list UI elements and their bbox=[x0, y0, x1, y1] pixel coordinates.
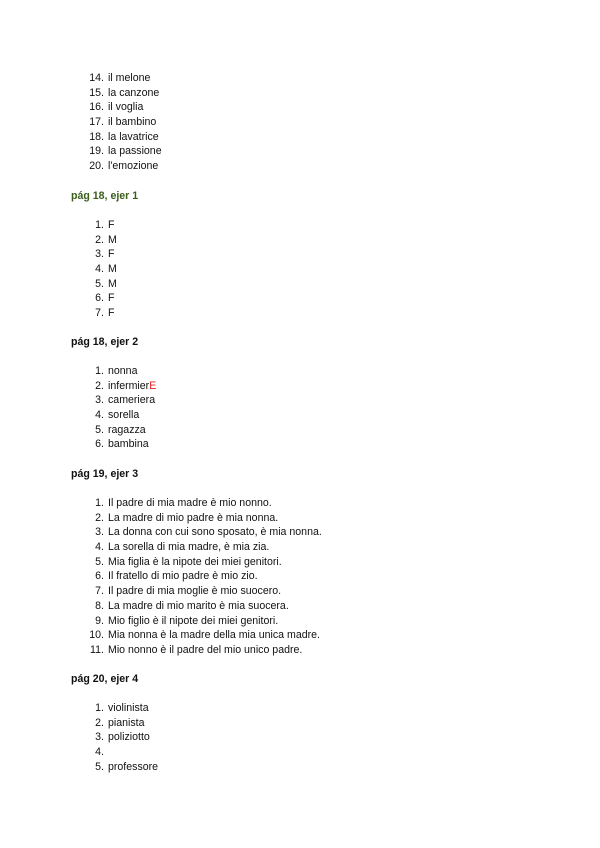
section-heading: pág 18, ejer 1 bbox=[71, 190, 139, 202]
list-item bbox=[0, 379, 600, 394]
item-number: 16. bbox=[89, 101, 104, 114]
item-text: La donna con cui sono sposato, è mia nonna. bbox=[108, 526, 322, 539]
list-item bbox=[0, 262, 600, 277]
item-number: 4. bbox=[95, 263, 104, 276]
item-text: nonna bbox=[108, 365, 138, 377]
list-item bbox=[0, 306, 600, 321]
item-number: 3. bbox=[95, 526, 104, 539]
item-text: professore bbox=[108, 760, 159, 773]
section-heading: pág 20, ejer 4 bbox=[71, 673, 139, 685]
list-item bbox=[0, 233, 600, 248]
item-text: infermier bbox=[108, 379, 150, 392]
item-number: 3. bbox=[95, 731, 104, 744]
answer-list bbox=[0, 364, 600, 452]
item-number: 8. bbox=[95, 599, 104, 612]
item-number: 4. bbox=[95, 541, 104, 554]
item-text: cameriera bbox=[108, 394, 156, 407]
correction-mark: E bbox=[149, 379, 157, 392]
item-number: 7. bbox=[95, 307, 104, 320]
item-number: 1. bbox=[95, 702, 104, 714]
item-number: 5. bbox=[95, 555, 104, 568]
list-item bbox=[0, 277, 600, 292]
list-item bbox=[0, 144, 600, 159]
item-number: 4. bbox=[95, 746, 104, 759]
list-item bbox=[0, 86, 600, 101]
list-item bbox=[0, 393, 600, 408]
item-text: Il fratello di mio padre è mio zio. bbox=[108, 570, 258, 583]
item-text: Mio nonno è il padre del mio unico padre. bbox=[108, 643, 303, 656]
list-item bbox=[0, 628, 600, 643]
item-text: M bbox=[108, 263, 117, 276]
item-number: 6. bbox=[95, 292, 104, 305]
list-item bbox=[0, 643, 600, 658]
item-text: Mia figlia è la nipote dei miei genitori. bbox=[108, 555, 282, 568]
list-item bbox=[0, 584, 600, 599]
item-number: 17. bbox=[89, 116, 104, 129]
item-text: La madre di mio padre è mia nonna. bbox=[108, 511, 279, 524]
item-text: poliziotto bbox=[108, 731, 150, 744]
list-item bbox=[0, 364, 600, 379]
list-continuation bbox=[0, 71, 600, 174]
item-number: 10. bbox=[89, 629, 104, 642]
list-item bbox=[0, 760, 600, 775]
item-number: 19. bbox=[89, 145, 104, 158]
item-text: l'emozione bbox=[108, 160, 159, 173]
item-number: 2. bbox=[95, 716, 104, 729]
item-number: 9. bbox=[95, 614, 104, 627]
item-text: F bbox=[108, 248, 115, 261]
item-text-wrapper bbox=[108, 379, 156, 394]
item-text: M bbox=[108, 233, 117, 246]
item-text: il bambino bbox=[108, 116, 157, 129]
item-number: 5. bbox=[95, 760, 104, 773]
item-number: 3. bbox=[95, 248, 104, 261]
item-text: pianista bbox=[108, 716, 145, 729]
item-number: 1. bbox=[95, 497, 104, 509]
list-item bbox=[0, 555, 600, 570]
item-number: 7. bbox=[95, 585, 104, 598]
item-text: La sorella di mia madre, è mia zia. bbox=[108, 541, 270, 554]
item-text: Il padre di mia moglie è mio suocero. bbox=[108, 585, 282, 598]
item-text: Mio figlio è il nipote dei miei genitori. bbox=[108, 614, 279, 627]
item-text: la passione bbox=[108, 145, 162, 158]
item-number: 5. bbox=[95, 277, 104, 290]
section-heading: pág 18, ejer 2 bbox=[71, 336, 139, 348]
list-item bbox=[0, 540, 600, 555]
item-text: bambina bbox=[108, 438, 149, 451]
section-heading: pág 19, ejer 3 bbox=[71, 468, 139, 480]
list-item bbox=[0, 569, 600, 584]
list-item bbox=[0, 291, 600, 306]
item-text: F bbox=[108, 219, 115, 231]
item-text: F bbox=[108, 292, 115, 305]
item-number: 11. bbox=[90, 643, 104, 656]
list-item bbox=[0, 71, 600, 86]
list-item bbox=[0, 100, 600, 115]
list-item bbox=[0, 408, 600, 423]
item-number: 1. bbox=[95, 219, 104, 231]
item-text: sorella bbox=[108, 409, 140, 422]
item-text: F bbox=[108, 307, 115, 320]
item-number: 6. bbox=[95, 438, 104, 451]
list-item bbox=[0, 423, 600, 438]
item-text: la canzone bbox=[108, 86, 160, 99]
item-number: 2. bbox=[95, 511, 104, 524]
list-item bbox=[0, 730, 600, 745]
list-item bbox=[0, 599, 600, 614]
item-number: 15. bbox=[89, 86, 104, 99]
item-number: 1. bbox=[95, 365, 104, 377]
list-item bbox=[0, 496, 600, 511]
answer-list bbox=[0, 496, 600, 658]
item-text: violinista bbox=[108, 702, 149, 714]
answer-list bbox=[0, 218, 600, 321]
item-number: 5. bbox=[95, 423, 104, 436]
item-text: M bbox=[108, 277, 117, 290]
item-text: il melone bbox=[108, 72, 151, 84]
item-number: 3. bbox=[95, 394, 104, 407]
list-item bbox=[0, 716, 600, 731]
list-item bbox=[0, 218, 600, 233]
list-item bbox=[0, 115, 600, 130]
item-number: 2. bbox=[95, 379, 104, 392]
answer-list bbox=[0, 701, 600, 774]
item-number: 2. bbox=[95, 233, 104, 246]
list-item bbox=[0, 525, 600, 540]
item-number: 18. bbox=[89, 130, 104, 143]
list-item bbox=[0, 159, 600, 174]
item-number: 14. bbox=[89, 72, 104, 84]
list-item bbox=[0, 247, 600, 262]
list-item bbox=[0, 511, 600, 526]
item-text: La madre di mio marito è mia suocera. bbox=[108, 599, 289, 612]
list-item bbox=[0, 614, 600, 629]
item-text: Il padre di mia madre è mio nonno. bbox=[108, 497, 272, 509]
list-item bbox=[0, 745, 600, 760]
item-text: il voglia bbox=[108, 101, 144, 114]
list-item bbox=[0, 130, 600, 145]
item-number: 20. bbox=[89, 160, 104, 173]
list-item bbox=[0, 701, 600, 716]
item-number: 4. bbox=[95, 409, 104, 422]
item-text: la lavatrice bbox=[108, 130, 159, 143]
item-number: 6. bbox=[95, 570, 104, 583]
list-item bbox=[0, 437, 600, 452]
item-text: Mia nonna è la madre della mia unica madre. bbox=[108, 629, 320, 642]
item-text: ragazza bbox=[108, 423, 146, 436]
